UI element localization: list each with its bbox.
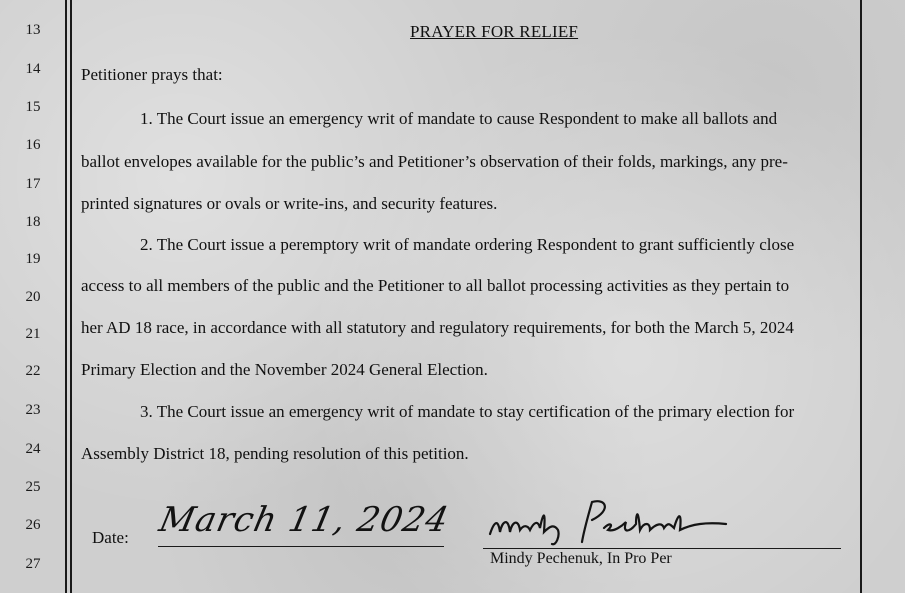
date-label: Date: xyxy=(92,528,129,547)
line-number: 22 xyxy=(25,363,41,379)
body-line: her AD 18 race, in accordance with all statutory and regulatory requirements, for both the March 5, 2024 xyxy=(81,318,794,337)
body-line: 3. The Court issue an emergency writ of mandate to stay certification of the primary election for xyxy=(140,402,795,421)
handwritten-date: March 11, 2024 xyxy=(155,500,453,540)
body-line: 1. The Court issue an emergency writ of mandate to cause Respondent to make all ballots and xyxy=(140,109,778,128)
signature-underline xyxy=(483,548,841,549)
line-number: 25 xyxy=(25,479,41,495)
line-number: 17 xyxy=(25,176,41,192)
line-number: 27 xyxy=(25,556,41,572)
line-number: 23 xyxy=(25,402,41,418)
body-line: printed signatures or ovals or write-ins, and security features. xyxy=(81,194,498,213)
line-number: 24 xyxy=(25,441,41,457)
left-margin-rule xyxy=(65,0,67,593)
line-number: 16 xyxy=(25,137,41,153)
line-number: 13 xyxy=(25,22,41,38)
body-line: access to all members of the public and the Petitioner to all ballot processing activities as they pertain to xyxy=(81,276,790,295)
body-line: Petitioner prays that: xyxy=(81,65,223,84)
line-number: 18 xyxy=(25,214,41,230)
left-margin-rule-inner xyxy=(70,0,72,593)
body-line: ballot envelopes available for the public’s and Petitioner’s observation of their folds, markings, any pre- xyxy=(81,152,788,171)
body-line: Primary Election and the November 2024 General Election. xyxy=(81,360,488,379)
handwritten-signature xyxy=(480,492,730,552)
line-number: 19 xyxy=(25,251,41,267)
line-number: 15 xyxy=(25,99,41,115)
body-line: 2. The Court issue a peremptory writ of mandate ordering Respondent to grant sufficiently close xyxy=(140,235,795,254)
section-title: PRAYER FOR RELIEF xyxy=(410,22,579,41)
line-number: 26 xyxy=(25,517,41,533)
line-number: 14 xyxy=(25,61,41,77)
body-line: Assembly District 18, pending resolution of this petition. xyxy=(81,444,469,463)
line-number: 20 xyxy=(25,289,41,305)
line-number: 21 xyxy=(25,326,41,342)
signer-name: Mindy Pechenuk, In Pro Per xyxy=(490,550,672,567)
right-margin-rule xyxy=(860,0,862,593)
date-underline xyxy=(158,546,444,547)
